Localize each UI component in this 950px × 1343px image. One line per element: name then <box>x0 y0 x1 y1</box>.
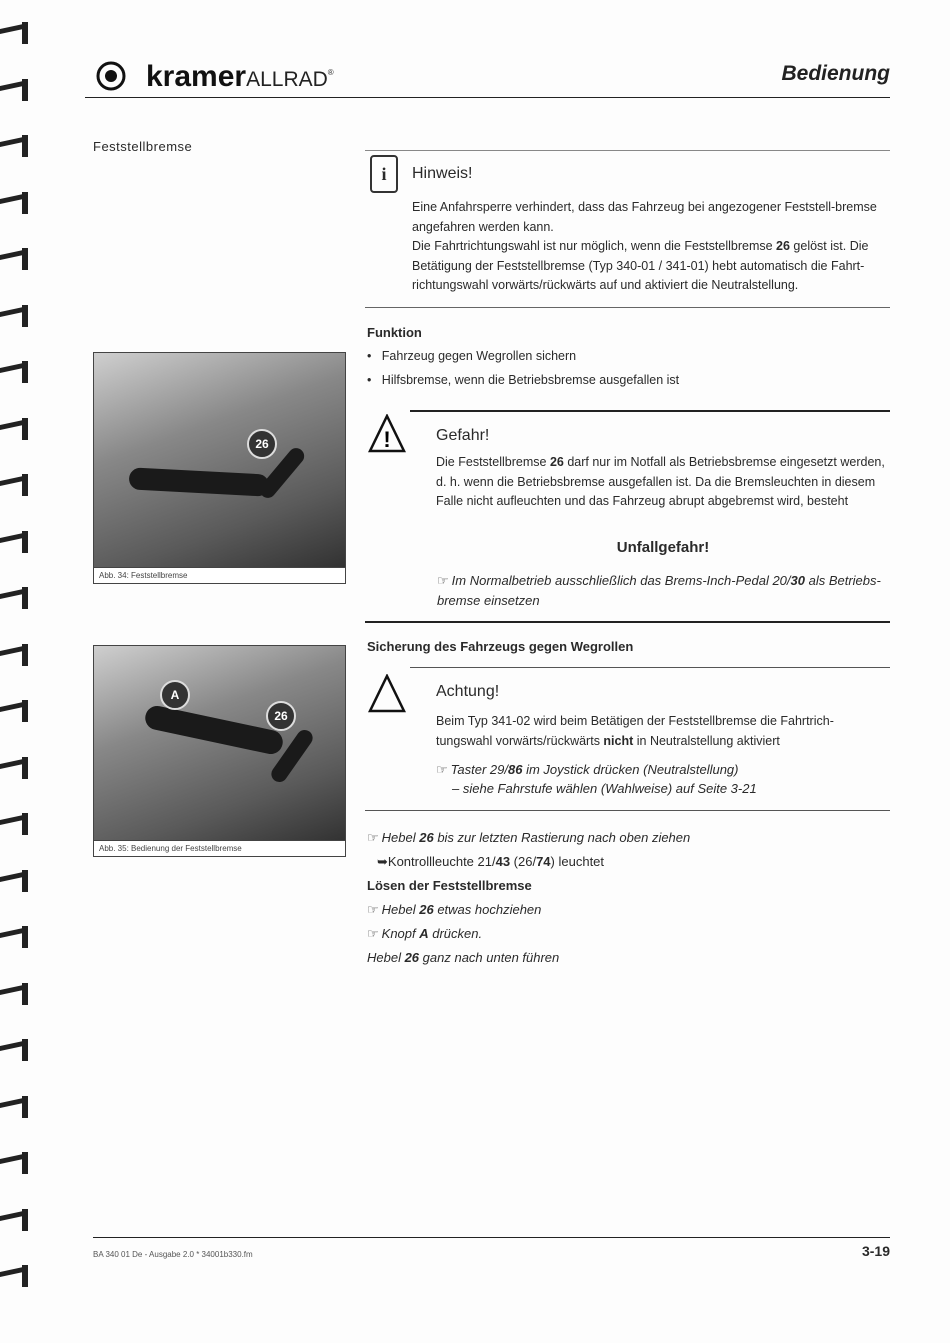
binding-ring <box>0 926 30 948</box>
binding-ring <box>0 870 30 892</box>
pointing-hand-icon: ☞ <box>367 830 379 845</box>
info-icon: i <box>370 155 398 193</box>
page-subtitle: Feststellbremse <box>93 139 193 154</box>
binding-ring <box>0 361 30 383</box>
gefahr-instruction: ☞ Im Normalbetrieb ausschließlich das Brems-Inch-Pedal 20/30 als Betriebs-bremse einsetzen <box>437 573 881 608</box>
binding-ring <box>0 644 30 666</box>
caution-warning-icon <box>368 674 406 714</box>
binding-ring <box>0 79 30 101</box>
binding-ring <box>0 1209 30 1231</box>
binding-ring <box>0 1096 30 1118</box>
binding-ring <box>0 757 30 779</box>
binding-ring <box>0 983 30 1005</box>
section-title: Bedienung <box>781 62 890 85</box>
pointing-hand-icon: ☞ <box>437 573 449 588</box>
pointing-hand-icon: ☞ <box>367 926 379 941</box>
figure-caption: Abb. 35: Bedienung der Feststellbremse <box>94 840 345 856</box>
binding-ring <box>0 248 30 270</box>
binding-ring <box>0 22 30 44</box>
steps: ☞ Hebel 26 bis zur letzten Rastierung nach oben ziehen ➥Kontrollleuchte 21/43 (26/74) leuchtet Lösen der Feststellbremse ☞ Hebel 26 etwas hochziehen ☞ Knopf A drücken. Hebel 26 ganz nach unten führen <box>367 830 691 965</box>
figure-34 <box>93 352 346 584</box>
funktion-heading: Funktion <box>367 325 422 340</box>
danger-warning-icon <box>368 414 406 454</box>
page-number: 3-19 <box>861 1243 890 1259</box>
binding-ring <box>0 418 30 440</box>
loesen-heading: Lösen der Feststellbremse <box>367 878 532 893</box>
binding-ring <box>0 587 30 609</box>
binding-ring <box>0 531 30 553</box>
hinweis-title: Hinweis! <box>412 165 473 182</box>
achtung-instruction: ☞ Taster 29/86 im Joystick drücken (Neutralstellung) – siehe Fahrstufe wählen (Wahlweise) auf Seite 3-21 <box>436 762 757 796</box>
gefahr-subtitle: Unfallgefahr! <box>616 539 710 556</box>
binding-ring <box>0 474 30 496</box>
callout-26: 26 <box>247 429 277 459</box>
gefahr-title: Gefahr! <box>436 427 490 444</box>
binding-ring <box>0 305 30 327</box>
binding-ring <box>0 1039 30 1061</box>
binding-ring <box>0 192 30 214</box>
binding-ring <box>0 1152 30 1174</box>
binding-ring <box>0 135 30 157</box>
figure-35 <box>93 645 346 857</box>
gefahr-text: Die Feststellbremse 26 darf nur im Notfall als Betriebsbremse eingesetzt werden, d. h. wenn die Betriebsbremse ausgefallen ist. Da die Bremsleuchten in diesem Falle nicht aufleuchten und das Fahrzeug abrupt abgebremst wird, besteht <box>436 455 885 508</box>
binding-ring <box>0 700 30 722</box>
callout-a: A <box>160 680 190 710</box>
binding-ring <box>0 1265 30 1287</box>
footer-doc-id: BA 340 01 De - Ausgabe 2.0 * 34001b330.fm <box>93 1250 253 1259</box>
svg-text:!: ! <box>383 427 391 452</box>
funktion-list: • Fahrzeug gegen Wegrollen sichern • Hilfsbremse, wenn die Betriebsbremse ausgefallen ist <box>367 349 680 387</box>
pointing-hand-icon: ☞ <box>367 902 379 917</box>
achtung-title: Achtung! <box>436 683 500 700</box>
brand-logo: kramerALLRAD® <box>146 60 334 93</box>
kramer-logo-icon <box>95 60 127 92</box>
pointing-hand-icon: ☞ <box>436 762 448 777</box>
sicherung-heading: Sicherung des Fahrzeugs gegen Wegrollen <box>367 639 634 654</box>
result-arrow-icon: ➥ <box>377 854 388 869</box>
achtung-text: Beim Typ 341-02 wird beim Betätigen der Feststellbremse die Fahrtrich-tungswahl vorwärts/rückwärts nicht in Neutralstellung aktiviert <box>436 714 834 748</box>
hinweis-text: Eine Anfahrsperre verhindert, dass das Fahrzeug bei angezogener Feststell-bremse angefahren werden kann. Die Fahrtrichtungswahl ist nur möglich, wenn die Feststellbremse 26 gelöst ist. Die Betätigung der Feststellbremse (Typ 340-01 / 341-01) hebt automatisch die Fahrt-richtungswahl vorwärts/rückwärts auf und aktiviert die Neutralstellung. <box>412 200 877 292</box>
callout-26: 26 <box>266 701 296 731</box>
binding-ring <box>0 813 30 835</box>
figure-caption: Abb. 34: Feststellbremse <box>94 567 345 583</box>
